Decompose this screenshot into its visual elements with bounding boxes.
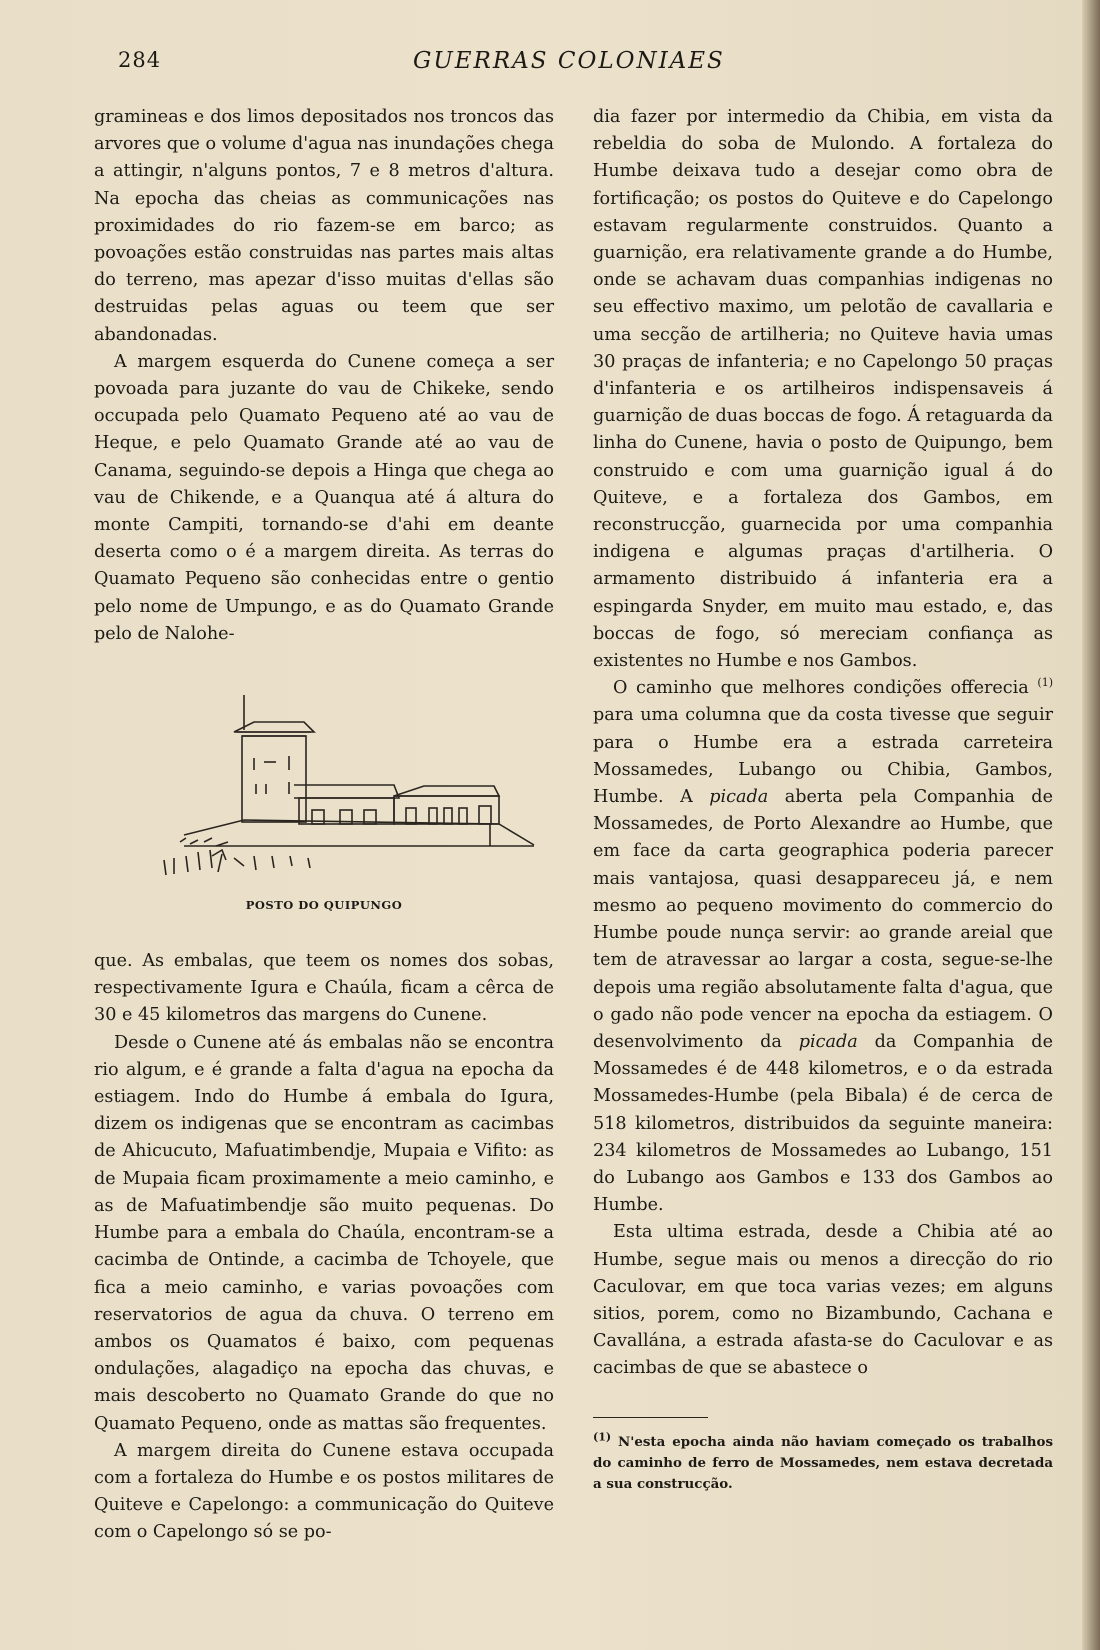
paragraph: dia fazer por intermedio da Chibia, em vista da rebeldia do soba de Mulondo. A fortaleza do Humbe deixava tudo a desejar como obra de fortificação; os postos do Quiteve e do Capelongo estavam regularmente construidos. Quanto a guarnição, era relativamente grande a do Humbe, onde se achavam duas companhias indigenas no seu effectivo maximo, um pelotão de cavallaria e uma secção de artilheria; no Quiteve havia umas 30 praças de infanteria; e no Capelongo 50 praças d'infanteria e os artilheiros indispensaveis á guarnição de duas boccas de fogo. Á retaguarda da linha do Cunene, havia o posto de Quipungo, bem construido e com uma guarnição igual á do Quiteve, e a fortaleza dos Gambos, em reconstrucção, guarnecida por uma companhia indigena e algumas praças d'artilheria. O armamento distribuido á infanteria era a espingarda Snyder, em muito mau estado, e, das boccas de fogo, só mereciam confiança as existentes no Humbe e nos Gambos. [593,107,1053,672]
paragraph: Esta ultima estrada, desde a Chibia até ao Humbe, segue mais ou menos a direcção do rio Caculovar, em que toca varias vezes; em alguns sitios, porem, como no Bizambundo, Cachana e Cavallána, a estrada afasta-se do Caculovar e as cacimbas de que se abastece o [593,1222,1053,1379]
footnote-mark: (1) [593,1430,612,1444]
footnote [593,1432,1053,1495]
figure-caption: POSTO DO QUIPUNGO [245,898,403,913]
left-column [94,104,554,1547]
paragraph: que. As embalas, que teem os nomes dos sobas, respectivamente Igura e Chaúla, ficam a cêrca de 30 e 45 kilometros das margens do Cunene. [94,951,554,1026]
text-run: O caminho que melhores condições offerecia [613,678,1038,699]
paragraph [593,675,1053,1219]
running-title: GUERRAS COLONIAES [413,48,725,74]
paragraph: gramineas e dos limos depositados nos troncos das arvores que o volume d'agua nas inundações chega a attingir, n'alguns pontos, 7 e 8 metros d'altura. Na epocha das cheias as communicações nas proximidades do rio fazem-se em barco; as povoações estão construidas nas partes mais altas do terreno, mas apezar d'isso muitas d'ellas são destruidas pelas aguas ou teem que ser abandonadas. [94,107,554,345]
text-run: da Companhia de Mossamedes é de 448 kilometros, e o da estrada Mossamedes-Humbe (pela Bibala) é de cerca de 518 kilometros, distribuidos da seguinte maneira: 234 kilometros de Mossamedes ao Lubango, 151 do Lubango aos Gambos e 133 dos Gambos ao Humbe. [593,1031,1053,1216]
text-run: aberta pela Companhia de Mossamedes, de Porto Alexandre ao Humbe, que em face da carta geographica poderia parecer mais vantajosa, quasi desappareceu já, e nem mesmo ao pequeno movimento do commercio do Humbe poude nunça servir: ao grande areial que tem de atravessar ao largar a costa, segue-se-lhe depois uma região absolutamente falta d'agua, que o gado não pode vencer na epocha da estiagem. O desenvolvimento da [593,787,1053,1052]
paragraph: A margem esquerda do Cunene começa a ser povoada para juzante do vau de Chikeke, sendo occupada pelo Quamato Pequeno até ao vau de Heque, e pelo Quamato Grande até ao vau de Canama, seguindo-se depois a Hinga que chega ao vau de Chikende, e a Quanqua até á altura do monte Campiti, tornando-se d'ahi em deante deserta como o é a margem direita. As terras do Quamato Pequeno são conhecidas entre o gentio pelo nome de Umpungo, e as do Quamato Grande pelo de Nalohe- [94,351,554,644]
footnote-divider [593,1417,708,1418]
right-column [593,104,1053,1495]
fort-illustration [94,660,554,950]
italic-term: picada [798,1031,858,1052]
fort-drawing [94,660,554,890]
footnote-reference: (1) [1037,676,1053,690]
text-run: para uma columna que da costa tivesse que seguir para o Humbe era a estrada carreteira Mossamedes, Lubango ou Chibia, Gambos, Humbe. A [593,705,1053,808]
page-header [118,48,1048,84]
page-edge-shadow [1082,0,1100,1650]
footnote-text: N'esta epocha ainda não haviam começado os trabalhos do caminho de ferro de Mossamedes, nem estava decretada a sua construcção. [593,1433,1053,1492]
italic-term: picada [709,787,769,808]
paragraph: A margem direita do Cunene estava occupada com a fortaleza do Humbe e os postos militares de Quiteve e Capelongo: a communicação do Quiteve com o Capelongo só se po- [94,1440,554,1543]
page-number: 284 [118,48,162,72]
paragraph: Desde o Cunene até ás embalas não se encontra rio algum, e é grande a falta d'agua na epocha da estiagem. Indo do Humbe á embala do Igura, dizem os indigenas que se encontram as cacimbas de Ahicucuto, Mafuatimbendje, Mupaia e Vifito: as de Mupaia ficam proximamente a meio caminho, e as de Mafuatimbendje são muito pequenas. Do Humbe para a embala do Chaúla, encontram-se a cacimba de Ontinde, a cacimba de Tchoyele, que fica a meio caminho, e varias povoações com reservatorios de agua da chuva. O terreno em ambos os Quamatos é baixo, com pequenas ondulações, alagadiço na epocha das chuvas, e mais descoberto no Quamato Grande do que no Quamato Pequeno, onde as mattas são frequentes. [94,1032,554,1434]
